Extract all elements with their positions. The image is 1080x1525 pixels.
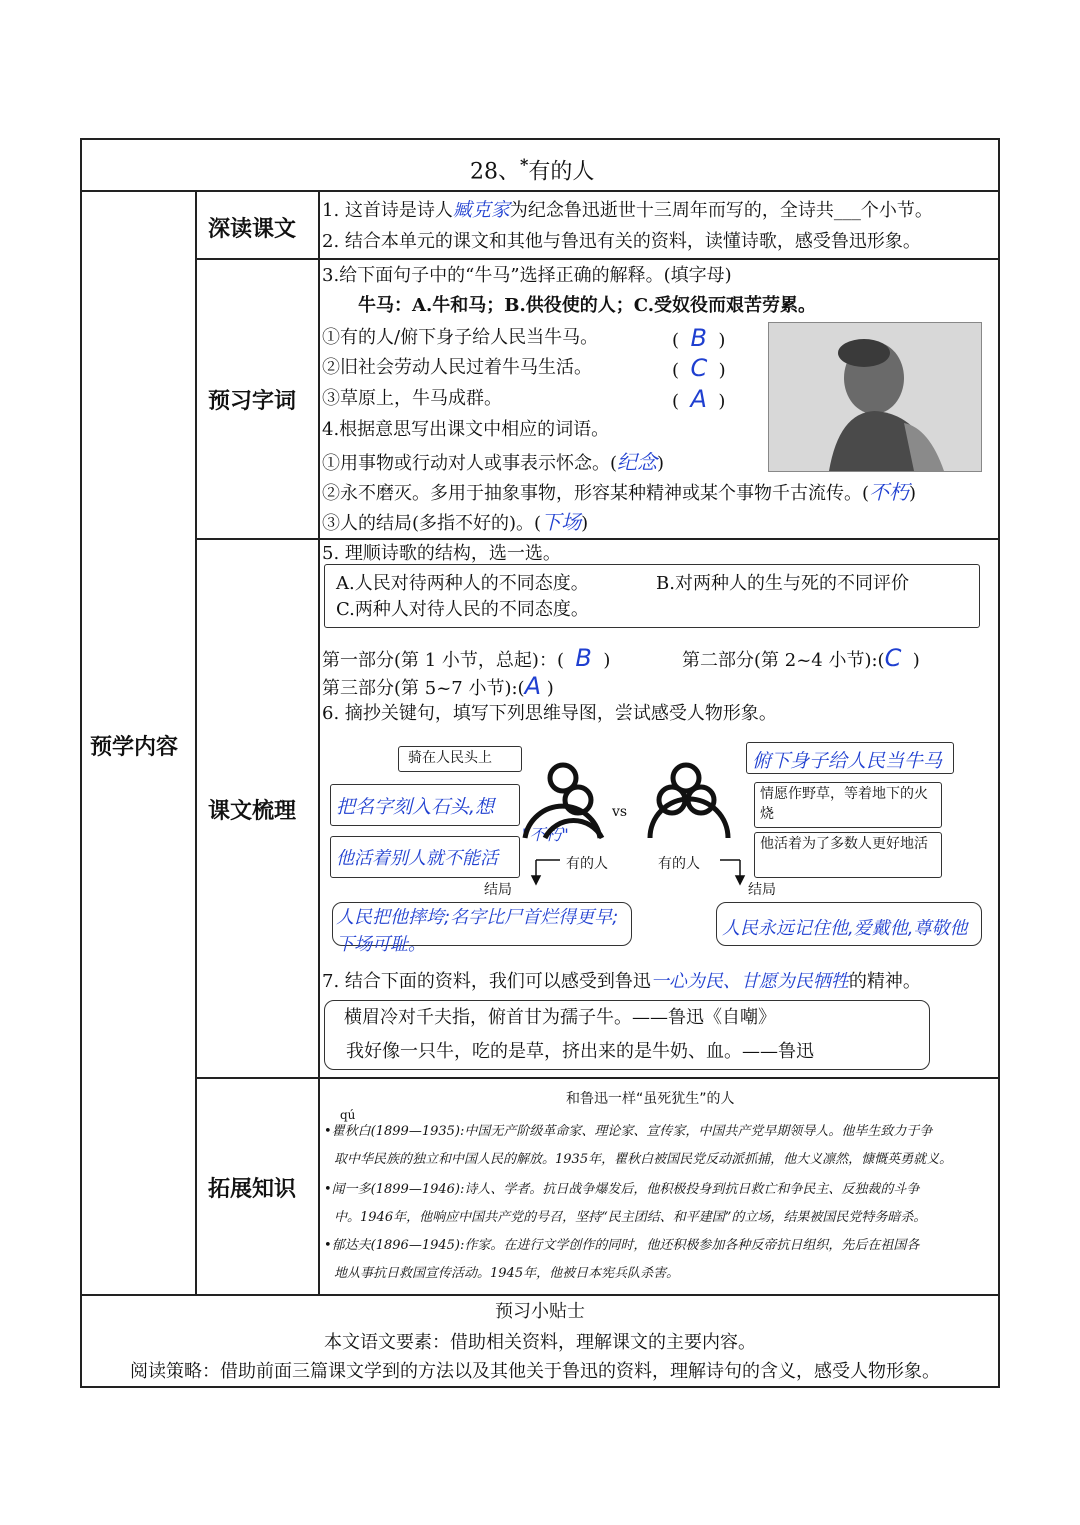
table-bottom-border bbox=[80, 1386, 1000, 1388]
mindmap-right-text-3: 他活着为了多数人更好地活 bbox=[760, 836, 928, 852]
mindmap-left-top-text: 骑在人民头上 bbox=[408, 750, 492, 766]
q5-part-2: 第二部分(第 2~4 小节):(C ) bbox=[682, 644, 920, 672]
left-people-icon bbox=[525, 765, 602, 838]
extension-p2b: 中。1946年，他响应中国共产党的号召，坚持“民主团结、和平建国”的立场，结果被国民党特务暗杀。 bbox=[334, 1210, 927, 1225]
q3-item-2: ②旧社会劳动人民过着牛马生活。 bbox=[322, 357, 592, 378]
row-border-1 bbox=[195, 258, 1000, 260]
tips-title: 预习小贴士 bbox=[495, 1301, 585, 1322]
question-2: 2. 结合本单元的课文和其他与鲁迅有关的资料，读懂诗歌，感受鲁迅形象。 bbox=[322, 231, 921, 252]
tips-row-border bbox=[80, 1294, 1000, 1296]
right-people-icon bbox=[650, 765, 728, 838]
mindmap-left-answer-1: 把名字刻入石头,想 bbox=[336, 796, 495, 818]
title-row-border bbox=[80, 190, 1000, 192]
row-border-2 bbox=[195, 538, 1000, 540]
mindmap-left-result-label: 结局 bbox=[484, 882, 512, 898]
extension-p3b: 地从事抗日救国宣传活动。1945年，他被日本宪兵队杀害。 bbox=[334, 1266, 680, 1281]
question-3-title: 3.给下面句子中的“牛马”选择正确的解释。(填字母) bbox=[322, 265, 732, 286]
q4-item-1: ①用事物或行动对人或事表示怀念。(纪念) bbox=[322, 450, 665, 474]
question-1: 1. 这首诗是诗人臧克家为纪念鲁迅逝世十三周年而写的，全诗共___个小节。 bbox=[322, 199, 933, 221]
answer-poet: 臧克家 bbox=[452, 199, 510, 221]
extension-p3a: •郁达夫(1896—1945):作家。在进行文学创作的同时，他还积极参加各种反帝抗日组织，先后在祖国各 bbox=[324, 1238, 920, 1253]
mindmap-right-result-answer: 人民永远记住他,爱戴他,尊敬他 bbox=[722, 918, 968, 939]
q3-answer-2: ( C ) bbox=[672, 354, 726, 382]
question-5-title: 5. 理顺诗歌的结构，选一选。 bbox=[322, 543, 561, 564]
q4-item-3: ③人的结局(多指不好的)。(下场) bbox=[322, 510, 589, 534]
extension-heading: 和鲁迅一样“虽死犹生”的人 bbox=[566, 1091, 735, 1107]
question-6-title: 6. 摘抄关键句，填写下列思维导图，尝试感受人物形象。 bbox=[322, 703, 777, 724]
q3-item-1: ①有的人/俯下身子给人民当牛马。 bbox=[322, 327, 599, 348]
q3-answer-3: ( A ) bbox=[672, 385, 726, 413]
q7-quote-2: 我好像一只牛，吃的是草，挤出来的是牛奶、血。——鲁迅 bbox=[346, 1041, 814, 1062]
mindmap-left-answer-1b: "不朽" bbox=[522, 825, 569, 844]
mindmap-left-answer-2: 他活着别人就不能活 bbox=[336, 848, 498, 869]
mindmap-left-result-answer: 人民把他摔垮;名字比尸首烂得更早;下场可耻。 bbox=[336, 907, 619, 955]
q5-part-1: 第一部分(第 1 小节，总起)：( B ) bbox=[322, 644, 611, 672]
table-left-border bbox=[80, 138, 82, 1388]
mindmap-vs: vs bbox=[612, 804, 628, 820]
extension-p1b: 取中华民族的独立和中国人民的解放。1935年，瞿秋白被国民党反动派抓捕，他大义凛然，慷慨英勇就义。 bbox=[334, 1152, 953, 1167]
q5-part-3: 第三部分(第 5~7 小节):(A ) bbox=[322, 672, 554, 700]
lu-xun-portrait bbox=[768, 322, 982, 472]
row-border-3 bbox=[195, 1077, 1000, 1079]
q3-answer-1: ( B ) bbox=[672, 324, 726, 352]
question-3-options: 牛马：A.牛和马；B.供役使的人；C.受奴役而艰苦劳累。 bbox=[358, 295, 816, 316]
mindmap-right-answer-1: 俯下身子给人民当牛马 bbox=[752, 750, 943, 772]
section-label-deep-read: 深读课文 bbox=[208, 217, 297, 242]
mindmap-right-person: 有的人 bbox=[658, 856, 700, 872]
extension-p1a: •瞿秋白(1899—1935):中国无产阶级革命家、理论家、宣传家，中国共产党早期领导人。他毕生致力于争 bbox=[324, 1124, 933, 1139]
q4-item-2: ②永不磨灭。多用于抽象事物，形容某种精神或某个事物千古流传。(不朽) bbox=[322, 480, 917, 504]
q5-option-b: B.对两种人的生与死的不同评价 bbox=[656, 573, 909, 594]
left-label: 预学内容 bbox=[90, 735, 179, 760]
extension-p2a: •闻一多(1899—1946):诗人、学者。抗日战争爆发后，他积极投身到抗日救亡和争民主、反独裁的斗争 bbox=[324, 1182, 920, 1197]
mindmap-right-result-label: 结局 bbox=[748, 882, 776, 898]
tips-line-2: 阅读策略：借助前面三篇课文学到的方法以及其他关于鲁迅的资料，理解诗句的含义，感受人物形象。 bbox=[130, 1361, 940, 1382]
tips-line-1: 本文语文要素：借助相关资料，理解课文的主要内容。 bbox=[324, 1332, 756, 1353]
extension-pinyin: qú bbox=[340, 1108, 356, 1122]
section-label-preview-words: 预习字词 bbox=[208, 389, 297, 414]
mindmap-left-person: 有的人 bbox=[566, 856, 608, 872]
mindmap-right-text-2: 情愿作野草，等着地下的火烧 bbox=[760, 786, 928, 822]
table-top-border bbox=[80, 138, 1000, 140]
q5-option-a: A.人民对待两种人的不同态度。 bbox=[336, 573, 589, 594]
q7-quote-1: 横眉冷对千夫指，俯首甘为孺子牛。——鲁迅《自嘲》 bbox=[344, 1007, 776, 1028]
page-title: 28、*有的人 bbox=[470, 155, 595, 185]
q3-item-3: ③草原上，牛马成群。 bbox=[322, 388, 502, 409]
q5-option-c: C.两种人对待人民的不同态度。 bbox=[336, 599, 589, 620]
section-label-extension: 拓展知识 bbox=[208, 1177, 297, 1202]
question-7: 7. 结合下面的资料，我们可以感受到鲁迅一心为民、甘愿为民牺牲的精神。 bbox=[322, 971, 921, 992]
col-divider-1 bbox=[195, 190, 197, 1294]
section-label-text-structure: 课文梳理 bbox=[208, 799, 297, 824]
question-4-title: 4.根据意思写出课文中相应的词语。 bbox=[322, 419, 610, 440]
